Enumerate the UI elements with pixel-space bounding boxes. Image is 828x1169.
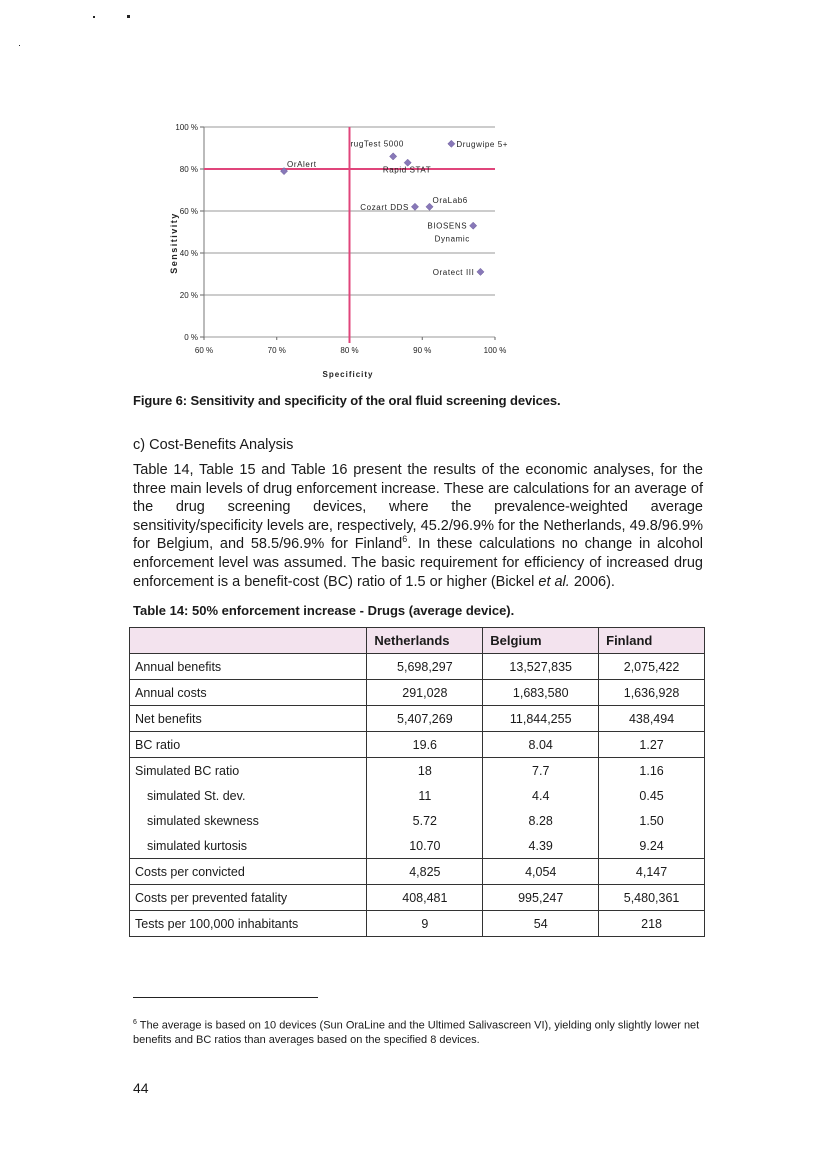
- row-label: Simulated BC ratio: [130, 758, 367, 784]
- x-tick-label: 100 %: [483, 346, 507, 355]
- cell-value: 7.7: [483, 758, 599, 784]
- point-label: Cozart DDS: [360, 202, 409, 212]
- cell-value: 13,527,835: [483, 654, 599, 680]
- footnote-ref[interactable]: 6: [402, 534, 408, 545]
- cell-value: 10.70: [367, 833, 483, 859]
- header-finland: Finland: [599, 628, 705, 654]
- point-label: Rapid STAT: [382, 165, 432, 175]
- cell-value: 8.04: [483, 732, 599, 758]
- x-tick-label: 80 %: [340, 346, 359, 355]
- cell-value: 11: [367, 783, 483, 808]
- row-label: Tests per 100,000 inhabitants: [130, 911, 367, 937]
- cell-value: 1.16: [599, 758, 705, 784]
- row-label: simulated skewness: [130, 808, 367, 833]
- table-row: [130, 833, 705, 859]
- y-tick-label: 80 %: [179, 165, 198, 174]
- cell-value: 4.4: [483, 783, 599, 808]
- row-label: Net benefits: [130, 706, 367, 732]
- figure-caption: Figure 6: Sensitivity and specificity of the oral fluid screening devices.: [133, 393, 561, 408]
- header-belgium: Belgium: [483, 628, 599, 654]
- data-point: [477, 268, 484, 275]
- y-axis-label: Sensitivity: [169, 212, 179, 274]
- cell-value: 4,825: [367, 859, 483, 885]
- cell-value: 11,844,255: [483, 706, 599, 732]
- cell-value: 1,636,928: [599, 680, 705, 706]
- y-tick-label: 20 %: [179, 291, 198, 300]
- table-row: [130, 859, 705, 885]
- cell-value: 8.28: [483, 808, 599, 833]
- cell-value: 218: [599, 911, 705, 937]
- row-label: BC ratio: [130, 732, 367, 758]
- table-row: [130, 885, 705, 911]
- table-caption: Table 14: 50% enforcement increase - Drugs (average device).: [133, 603, 515, 618]
- paragraph-cont: . In these calculations no change in alcohol enforcement level was assumed. The basic requirement for efficiency of increased drug enforcement is a benefit-cost (BC) ratio of 1.5 or higher (Bickel: [133, 536, 703, 590]
- scan-speck: [93, 16, 95, 18]
- cell-value: 5,407,269: [367, 706, 483, 732]
- header-blank: [130, 628, 367, 654]
- cell-value: 1.27: [599, 732, 705, 758]
- enforcement-table: [129, 627, 705, 937]
- footnote-rule: [133, 997, 318, 998]
- row-label: Costs per convicted: [130, 859, 367, 885]
- data-point: [470, 222, 477, 229]
- table-row: [130, 911, 705, 937]
- table-row: [130, 680, 705, 706]
- table-row: [130, 808, 705, 833]
- data-point: [411, 203, 418, 210]
- sensitivity-specificity-chart: [160, 115, 560, 385]
- row-label: Costs per prevented fatality: [130, 885, 367, 911]
- y-tick-label: 60 %: [179, 207, 198, 216]
- x-axis-label: Specificity: [322, 370, 374, 379]
- paragraph-etal: et al.: [538, 573, 570, 590]
- point-label: Dynamic: [434, 234, 470, 244]
- page-number: 44: [133, 1080, 149, 1096]
- cell-value: 18: [367, 758, 483, 784]
- footnote-text: The average is based on 10 devices (Sun OraLine and the Ultimed Salivascreen VI), yielding only slightly lower net benefits and BC ratios than averages based on the specified 8 devices.: [133, 1019, 700, 1046]
- row-label: Annual benefits: [130, 654, 367, 680]
- data-point: [448, 140, 455, 147]
- x-tick-label: 90 %: [413, 346, 432, 355]
- table-header-row: [130, 628, 705, 654]
- y-tick-label: 40 %: [179, 249, 198, 258]
- header-netherlands: Netherlands: [367, 628, 483, 654]
- paragraph-main: Table 14, Table 15 and Table 16 present the results of the economic analyses, for the three main levels of drug enforcement increase. These are calculations for an average of the drug screening devices, where the prevalence-weighted average sensitivity/specificity levels are, respectively, 45.2/96.9% for the Netherlands, 49.8/96.9% for Belgium, and 58.5/96.9% for Finland: [133, 462, 703, 553]
- section-heading: c) Cost-Benefits Analysis: [133, 437, 294, 453]
- table-row: [130, 783, 705, 808]
- scan-speck: [127, 15, 130, 18]
- table-row: [130, 732, 705, 758]
- cell-value: 19.6: [367, 732, 483, 758]
- point-label: OrAlert: [287, 160, 317, 170]
- point-label: rugTest 5000: [350, 139, 404, 149]
- table-row: [130, 758, 705, 784]
- paragraph-end: 2006).: [569, 573, 615, 590]
- footnote-mark: 6: [133, 1019, 137, 1026]
- cell-value: 9: [367, 911, 483, 937]
- cell-value: 1,683,580: [483, 680, 599, 706]
- row-label: simulated kurtosis: [130, 833, 367, 859]
- cell-value: 5.72: [367, 808, 483, 833]
- cell-value: 5,480,361: [599, 885, 705, 911]
- cell-value: 2,075,422: [599, 654, 705, 680]
- cell-value: 4,054: [483, 859, 599, 885]
- row-label: simulated St. dev.: [130, 783, 367, 808]
- cell-value: 995,247: [483, 885, 599, 911]
- cell-value: 5,698,297: [367, 654, 483, 680]
- cell-value: 408,481: [367, 885, 483, 911]
- row-label: Annual costs: [130, 680, 367, 706]
- y-tick-label: 100 %: [175, 123, 198, 132]
- x-tick-label: 60 %: [194, 346, 214, 355]
- cell-value: 0.45: [599, 783, 705, 808]
- y-tick-label: 0 %: [184, 333, 198, 342]
- point-label: Drugwipe 5+: [456, 139, 509, 149]
- cell-value: 438,494: [599, 706, 705, 732]
- cell-value: 4,147: [599, 859, 705, 885]
- table-row: [130, 706, 705, 732]
- cell-value: 9.24: [599, 833, 705, 859]
- cell-value: 54: [483, 911, 599, 937]
- point-label: OraLab6: [432, 195, 468, 205]
- x-tick-label: 70 %: [267, 346, 286, 355]
- cell-value: 291,028: [367, 680, 483, 706]
- cell-value: 1.50: [599, 808, 705, 833]
- table-row: [130, 654, 705, 680]
- body-paragraph: [133, 461, 703, 591]
- point-label: BIOSENS: [427, 221, 468, 231]
- footnote: [133, 1016, 708, 1047]
- data-point: [390, 153, 397, 160]
- point-label: Oratect III: [432, 267, 475, 277]
- scan-speck: [19, 45, 20, 46]
- cell-value: 4.39: [483, 833, 599, 859]
